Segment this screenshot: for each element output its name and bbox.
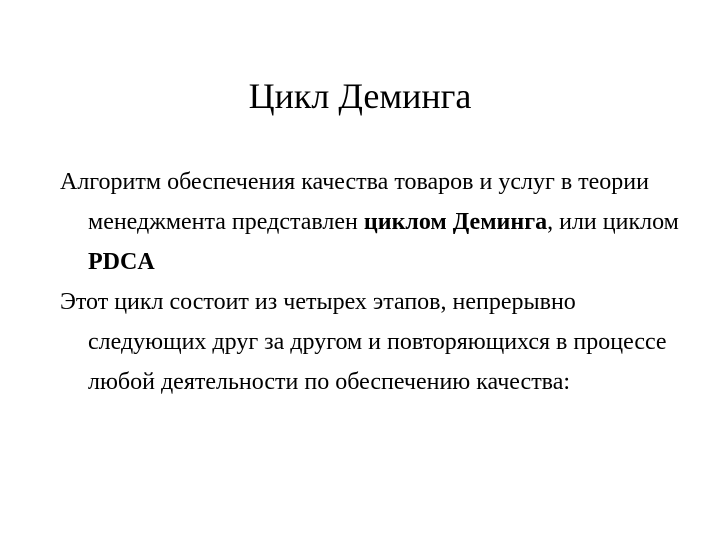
paragraph-cycle-stages: [60, 282, 700, 402]
slide-title: Цикл Деминга: [248, 76, 472, 116]
paragraph-text: Алгоритм обеспечения качества товаров и услуг в теории менеджмента представлен: [60, 169, 649, 235]
slide-body: [60, 162, 700, 402]
paragraph-text: , или циклом: [547, 209, 679, 235]
paragraph-pdca-definition: [60, 162, 700, 282]
bold-term-pdca: PDCA: [88, 249, 155, 275]
bold-term-deming-cycle: циклом Деминга: [363, 209, 548, 235]
paragraph-text: Этот цикл состоит из четырех этапов, непрерывно следующих друг за другом и повторяющихся в процессе любой деятельности по обеспечению качества:: [60, 289, 667, 395]
